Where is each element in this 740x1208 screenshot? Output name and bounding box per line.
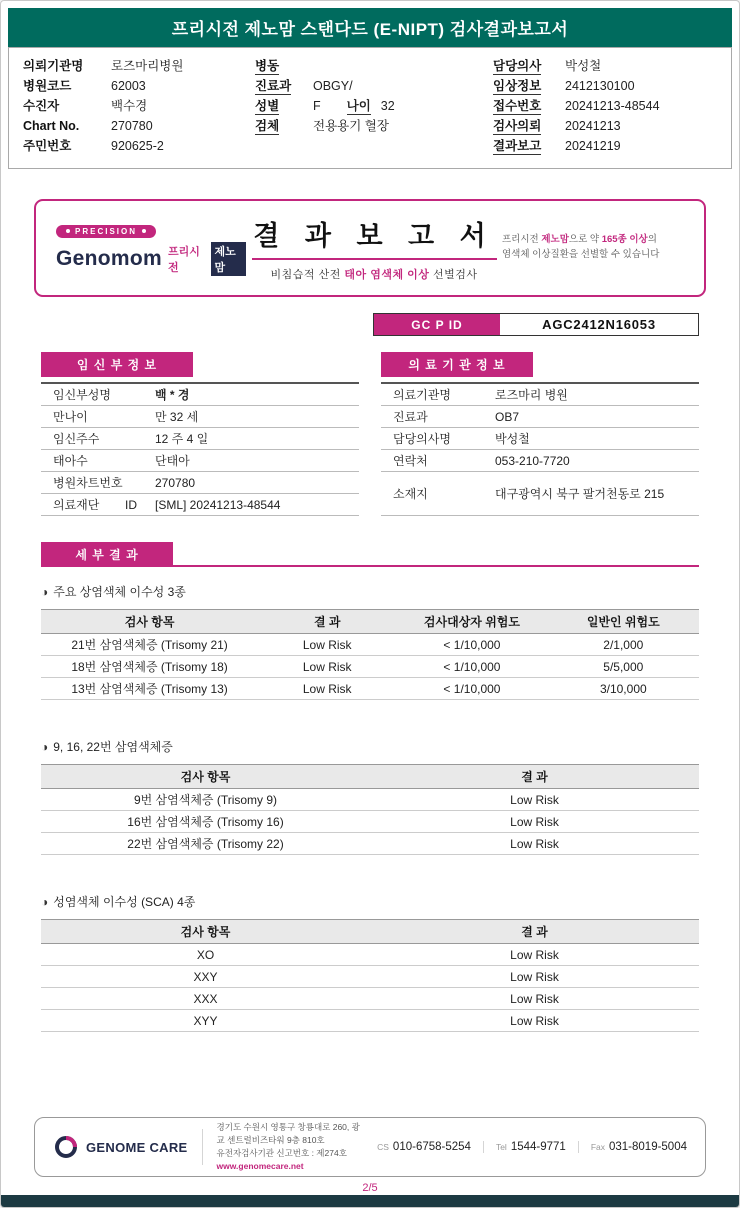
cell-item: XYY bbox=[41, 1010, 370, 1032]
table-row bbox=[381, 450, 699, 472]
field-label: 진료과 bbox=[255, 79, 292, 93]
row-value: 박성철 bbox=[495, 432, 530, 446]
page-number: 2/5 bbox=[362, 1182, 378, 1194]
row-label: 연락처 bbox=[393, 454, 428, 468]
patient-row bbox=[255, 116, 493, 136]
brand-tagline: 프리시전 제노맘으로 약 165종 이상의 염색체 이상질환을 선별할 수 있습니다 bbox=[502, 234, 660, 260]
dot-icon bbox=[142, 229, 146, 233]
contact-cs bbox=[377, 1141, 471, 1153]
field-label: 임상정보 bbox=[493, 79, 542, 93]
mother-info-table bbox=[41, 382, 359, 516]
cell-subject-risk: < 1/10,000 bbox=[396, 656, 547, 678]
field-label: 주민번호 bbox=[23, 139, 72, 153]
field-label: Chart No. bbox=[23, 119, 80, 133]
precision-label: PRECISION bbox=[75, 226, 138, 236]
footer-contacts bbox=[377, 1141, 687, 1153]
table-row bbox=[41, 789, 699, 811]
contact-tel bbox=[496, 1141, 566, 1153]
cell-item: XO bbox=[41, 944, 370, 966]
column-header: 검사대상자 위험도 bbox=[396, 610, 547, 634]
row-value: OB7 bbox=[495, 409, 520, 424]
patient-row bbox=[255, 56, 493, 76]
table-row bbox=[381, 384, 699, 406]
cell-result: Low Risk bbox=[258, 656, 396, 678]
section-heading bbox=[41, 893, 699, 910]
table-header-row bbox=[41, 610, 699, 634]
row-label: 진료과 bbox=[393, 410, 428, 424]
patient-row bbox=[255, 96, 493, 116]
contact-value: 031-8019-5004 bbox=[608, 1141, 687, 1153]
contact-label: Fax bbox=[590, 1142, 605, 1152]
table-row bbox=[41, 833, 699, 855]
genomecare-logo-icon bbox=[53, 1134, 79, 1160]
field-value: OBGY/ bbox=[313, 79, 353, 93]
half-circle-bullet-icon: ◑ bbox=[41, 584, 49, 599]
table-header-row bbox=[41, 765, 699, 789]
row-label: 소재지 bbox=[393, 487, 428, 501]
brand-name: Genomom bbox=[56, 246, 162, 270]
patient-info-box bbox=[8, 47, 732, 169]
page-bottom-bar bbox=[1, 1195, 739, 1207]
row-value: 단태아 bbox=[155, 454, 190, 468]
field-value: F bbox=[313, 99, 321, 113]
field-label: 의뢰기관명 bbox=[23, 59, 84, 73]
table-row bbox=[41, 988, 699, 1010]
patient-row bbox=[493, 76, 717, 96]
table-row bbox=[381, 428, 699, 450]
detailed-results-header-row bbox=[41, 542, 699, 567]
field-value: 20241219 bbox=[565, 139, 621, 153]
cell-result: Low Risk bbox=[370, 966, 699, 988]
header-rule bbox=[173, 565, 699, 567]
column-header: 검사 항목 bbox=[41, 920, 370, 944]
table-row bbox=[41, 406, 359, 428]
detailed-results-header: 세 부 결 과 bbox=[41, 542, 173, 567]
genomom-brand-logo bbox=[56, 220, 246, 276]
title-underline bbox=[252, 258, 497, 260]
row-label: 임신부성명 bbox=[53, 388, 111, 402]
cell-item: XXX bbox=[41, 988, 370, 1010]
column-header: 결 과 bbox=[370, 920, 699, 944]
cell-item: 16번 삼염색체증 (Trisomy 16) bbox=[41, 811, 370, 833]
report-subtitle: 비침습적 산전 태아 염색체 이상 선별검사 bbox=[270, 269, 478, 281]
result-report-card bbox=[34, 199, 706, 297]
divider bbox=[578, 1141, 579, 1153]
row-label: 만나이 bbox=[53, 410, 88, 424]
patient-row bbox=[23, 56, 255, 76]
patient-info-col3 bbox=[493, 56, 717, 156]
field-label: 검체 bbox=[255, 119, 280, 133]
row-value: 12 주 4 일 bbox=[155, 432, 209, 446]
column-header: 결 과 bbox=[370, 765, 699, 789]
field-value: 로즈마리병원 bbox=[111, 59, 184, 73]
patient-row bbox=[493, 136, 717, 156]
row-value: 대구광역시 북구 팔거천동로 215 bbox=[495, 487, 665, 501]
row-label: 의료재단 ID bbox=[53, 498, 137, 512]
row-value: 270780 bbox=[155, 475, 196, 490]
footer-website: www.genomecare.net bbox=[216, 1161, 304, 1172]
field-value: 백수경 bbox=[111, 99, 148, 113]
column-header: 일반인 위험도 bbox=[548, 610, 699, 634]
patient-row bbox=[23, 136, 255, 156]
section-heading-label: 주요 상염색체 이수성 3종 bbox=[53, 585, 186, 599]
patient-row bbox=[23, 76, 255, 96]
footer-address-block bbox=[217, 1121, 364, 1174]
table-row bbox=[41, 1010, 699, 1032]
table-row bbox=[41, 450, 359, 472]
column-header: 검사 항목 bbox=[41, 610, 258, 634]
gcpid-field bbox=[373, 313, 699, 336]
patient-row bbox=[493, 116, 717, 136]
cell-item: XXY bbox=[41, 966, 370, 988]
cell-subject-risk: < 1/10,000 bbox=[396, 634, 547, 656]
field-value: 20241213-48544 bbox=[565, 99, 660, 113]
field-label: 담당의사 bbox=[493, 59, 542, 73]
row-value: 로즈마리 병원 bbox=[495, 388, 568, 402]
field-label: 병동 bbox=[255, 59, 280, 73]
report-title-block bbox=[246, 214, 502, 282]
cell-subject-risk: < 1/10,000 bbox=[396, 678, 547, 700]
sex-chromosome-table bbox=[41, 919, 699, 1032]
patient-row bbox=[23, 116, 255, 136]
field-label: 접수번호 bbox=[493, 99, 542, 113]
clinic-info-section bbox=[381, 352, 699, 516]
patient-row bbox=[493, 96, 717, 116]
contact-value: 010-6758-5254 bbox=[392, 1141, 471, 1153]
cell-result: Low Risk bbox=[370, 988, 699, 1010]
column-header: 검사 항목 bbox=[41, 765, 370, 789]
section-heading bbox=[41, 583, 699, 600]
table-row bbox=[381, 406, 699, 428]
patient-row bbox=[493, 56, 717, 76]
cell-population-risk: 2/1,000 bbox=[548, 634, 699, 656]
field-value: 32 bbox=[380, 99, 395, 113]
footer-card bbox=[34, 1117, 706, 1177]
cell-result: Low Risk bbox=[258, 678, 396, 700]
genomecare-brand-name: GENOME CARE bbox=[86, 1139, 188, 1155]
section-heading-label: 9, 16, 22번 삼염색체증 bbox=[53, 740, 173, 754]
field-label: 성별 bbox=[255, 99, 280, 113]
field-value: 920625-2 bbox=[111, 139, 164, 153]
table-row bbox=[41, 656, 699, 678]
results-subsections bbox=[41, 583, 699, 1032]
genomecare-logo-block bbox=[53, 1129, 203, 1165]
field-label: 검사의뢰 bbox=[493, 119, 542, 133]
table-row bbox=[41, 428, 359, 450]
table-row bbox=[41, 966, 699, 988]
field-value: 2412130100 bbox=[565, 79, 635, 93]
gcpid-value: AGC2412N16053 bbox=[500, 314, 698, 335]
table-header-row bbox=[41, 920, 699, 944]
cell-item: 21번 삼염색체증 (Trisomy 21) bbox=[41, 634, 258, 656]
gcpid-label: GC P ID bbox=[374, 314, 500, 335]
table-row bbox=[41, 634, 699, 656]
divider bbox=[483, 1141, 484, 1153]
row-value: 백 * 경 bbox=[155, 388, 190, 402]
contact-label: Tel bbox=[495, 1142, 507, 1152]
field-value: 전용용기 혈장 bbox=[313, 119, 389, 133]
row-label: 임신주수 bbox=[53, 432, 100, 446]
column-header: 결 과 bbox=[258, 610, 396, 634]
field-value: 62003 bbox=[111, 79, 146, 93]
cell-result: Low Risk bbox=[370, 789, 699, 811]
info-sections bbox=[41, 352, 699, 516]
table-row bbox=[41, 944, 699, 966]
row-label: 병원차트번호 bbox=[53, 476, 123, 490]
cell-result: Low Risk bbox=[258, 634, 396, 656]
table-row bbox=[41, 678, 699, 700]
report-title: 결 과 보 고 서 bbox=[253, 221, 495, 251]
cell-item: 22번 삼염색체증 (Trisomy 22) bbox=[41, 833, 370, 855]
field-value: 270780 bbox=[111, 119, 153, 133]
half-circle-bullet-icon: ◑ bbox=[41, 894, 49, 909]
cell-result: Low Risk bbox=[370, 833, 699, 855]
row-value: [SML] 20241213-48544 bbox=[155, 497, 281, 512]
precision-badge bbox=[56, 225, 156, 238]
field-label: 수진자 bbox=[23, 99, 60, 113]
clinic-info-table bbox=[381, 382, 699, 516]
cell-result: Low Risk bbox=[370, 944, 699, 966]
gcpid-row bbox=[41, 313, 699, 336]
autosome-trisomy-table bbox=[41, 609, 699, 700]
table-row bbox=[41, 384, 359, 406]
row-label: 의료기관명 bbox=[393, 388, 451, 402]
cell-population-risk: 3/10,000 bbox=[548, 678, 699, 700]
patient-info-col1 bbox=[23, 56, 255, 156]
section-heading-label: 성염색체 이수성 (SCA) 4종 bbox=[53, 895, 196, 909]
row-label: 담당의사명 bbox=[393, 432, 451, 446]
field-label: 결과보고 bbox=[493, 139, 542, 153]
cell-item: 13번 삼염색체증 (Trisomy 13) bbox=[41, 678, 258, 700]
table-row bbox=[41, 494, 359, 516]
table-row bbox=[41, 472, 359, 494]
dot-icon bbox=[66, 229, 70, 233]
brand-kr-pink: 프리시전 bbox=[167, 245, 200, 274]
half-circle-bullet-icon: ◑ bbox=[41, 739, 49, 754]
clinic-info-header: 의 료 기 관 정 보 bbox=[381, 352, 533, 377]
table-row bbox=[381, 472, 699, 516]
brand-kr-badge: 제노맘 bbox=[211, 242, 246, 276]
field-value: 박성철 bbox=[565, 59, 602, 73]
footer-address: 경기도 수원시 영통구 창룡대로 260, 광교 센트럴비즈타워 9층 810호 bbox=[216, 1121, 360, 1145]
mother-info-section bbox=[41, 352, 359, 516]
contact-value: 1544-9771 bbox=[510, 1141, 566, 1153]
patient-info-col2 bbox=[255, 56, 493, 156]
field-label: 병원코드 bbox=[23, 79, 72, 93]
cell-item: 18번 삼염색체증 (Trisomy 18) bbox=[41, 656, 258, 678]
row-label: 태아수 bbox=[53, 454, 88, 468]
row-value: 만 32 세 bbox=[155, 410, 199, 424]
cell-item: 9번 삼염색체증 (Trisomy 9) bbox=[41, 789, 370, 811]
patient-row bbox=[255, 76, 493, 96]
cell-result: Low Risk bbox=[370, 1010, 699, 1032]
field-value: 20241213 bbox=[565, 119, 621, 133]
report-title-bar: 프리시전 제노맘 스탠다드 (E-NIPT) 검사결과보고서 bbox=[8, 8, 732, 47]
mother-info-header: 임 신 부 정 보 bbox=[41, 352, 193, 377]
section-heading bbox=[41, 738, 699, 755]
cell-population-risk: 5/5,000 bbox=[548, 656, 699, 678]
cell-result: Low Risk bbox=[370, 811, 699, 833]
footer-license: 유전자검사기관 신고번호 : 제274호 bbox=[216, 1148, 347, 1158]
contact-fax bbox=[591, 1141, 687, 1153]
row-value: 053-210-7720 bbox=[495, 453, 570, 468]
table-row bbox=[41, 811, 699, 833]
field-label: 나이 bbox=[346, 99, 371, 113]
patient-row bbox=[23, 96, 255, 116]
contact-label: CS bbox=[377, 1142, 389, 1152]
rare-trisomy-table bbox=[41, 764, 699, 855]
